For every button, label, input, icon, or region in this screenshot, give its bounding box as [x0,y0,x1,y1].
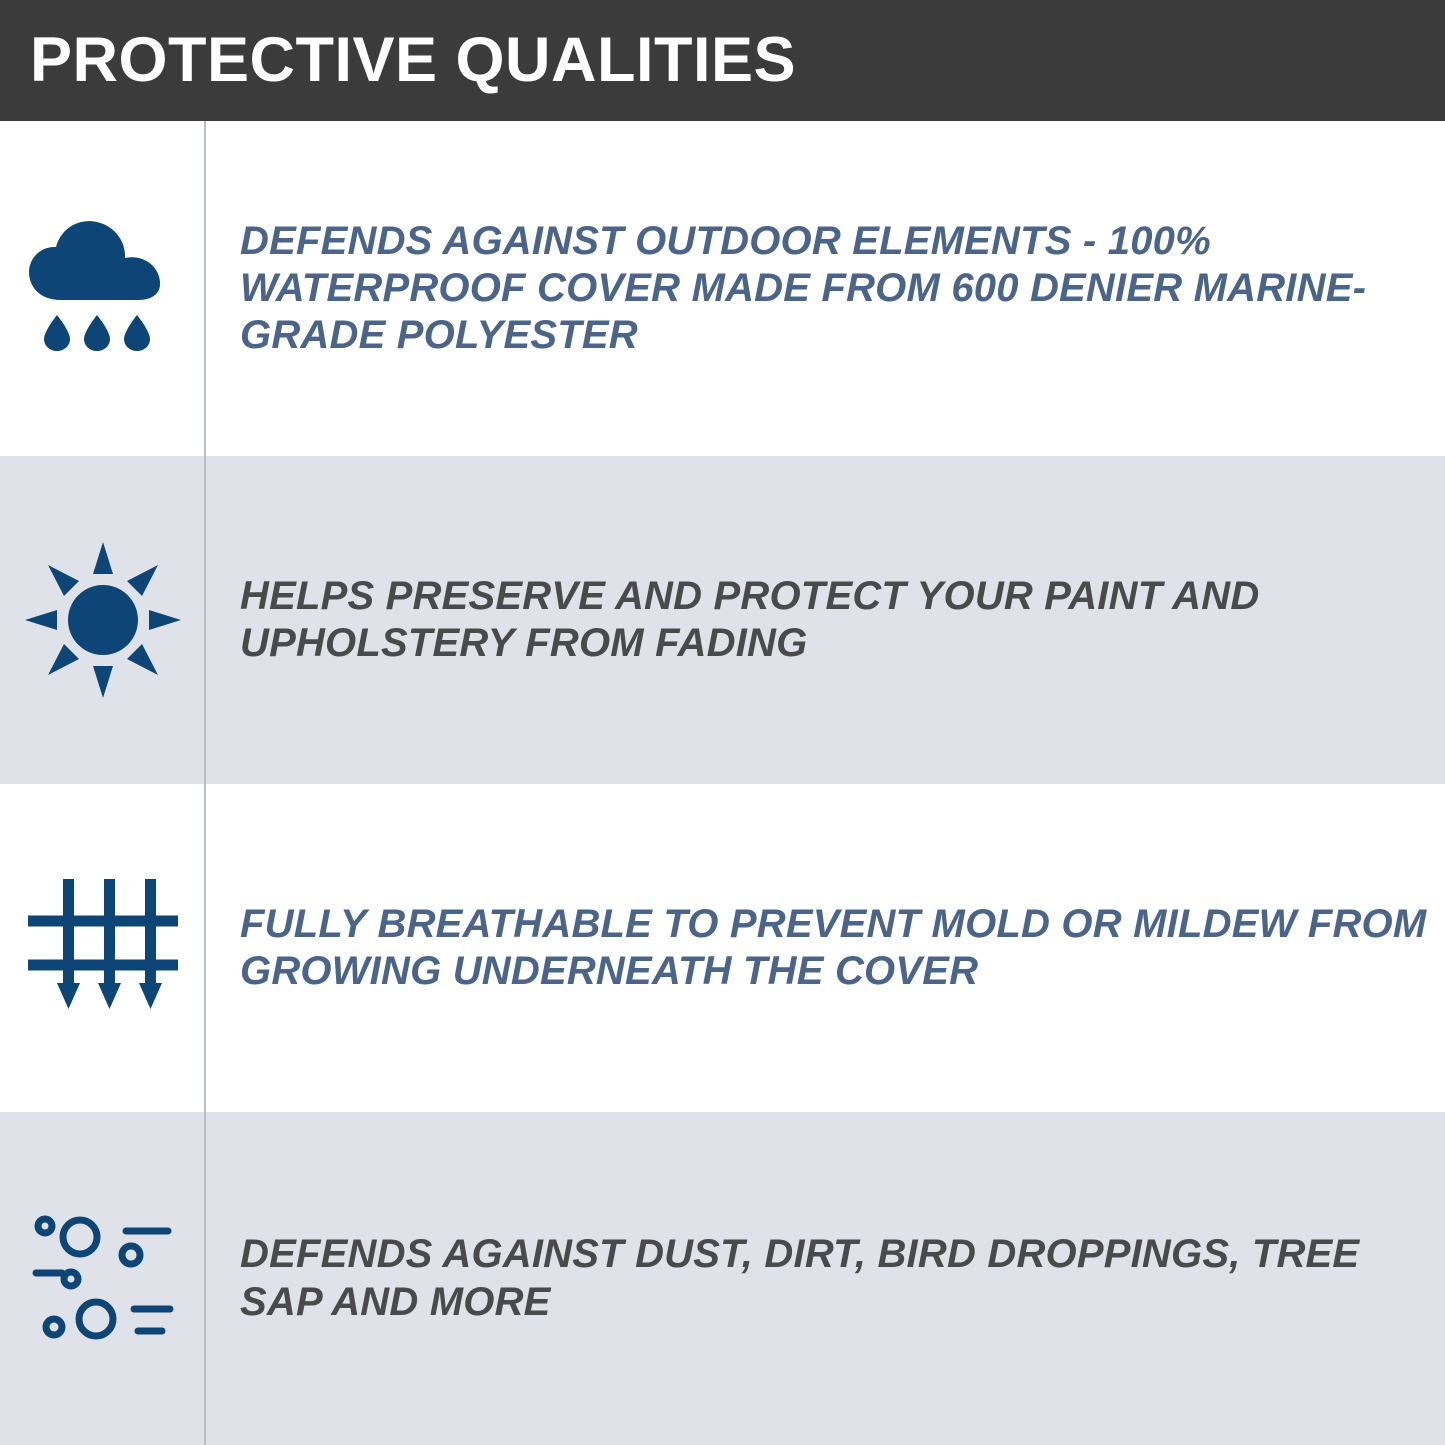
feature-row-dust-dirt [0,1112,1445,1445]
sun-icon [23,540,183,700]
breathable-airflow-icon [18,873,188,1023]
feature-text: HELPS PRESERVE AND PROTECT YOUR PAINT AND UPHOLSTERY FROM FADING [240,573,1260,665]
feature-text-cell [206,121,1445,456]
feature-icon-cell [0,456,206,784]
page-title: PROTECTIVE QUALITIES [30,25,797,95]
feature-row-uv-protection [0,456,1445,784]
header-bar [0,0,1445,121]
feature-icon-cell [0,121,206,456]
feature-icon-cell [0,1112,206,1445]
feature-icon-cell [0,784,206,1112]
feature-text-cell [206,456,1445,784]
dust-particles-icon [18,1209,188,1349]
feature-text-cell [206,1112,1445,1445]
feature-row-breathable [0,784,1445,1112]
feature-text: FULLY BREATHABLE TO PREVENT MOLD OR MILDEW FROM GROWING UNDERNEATH THE COVER [240,901,1427,993]
feature-text-cell [206,784,1445,1112]
rain-cloud-icon [23,214,183,364]
feature-text: DEFENDS AGAINST DUST, DIRT, BIRD DROPPINGS, TREE SAP AND MORE [240,1232,1360,1324]
feature-text: DEFENDS AGAINST OUTDOOR ELEMENTS - 100% WATERPROOF COVER MADE FROM 600 DENIER MARINE-GRADE POLYESTER [240,218,1367,358]
feature-row-waterproof [0,121,1445,456]
